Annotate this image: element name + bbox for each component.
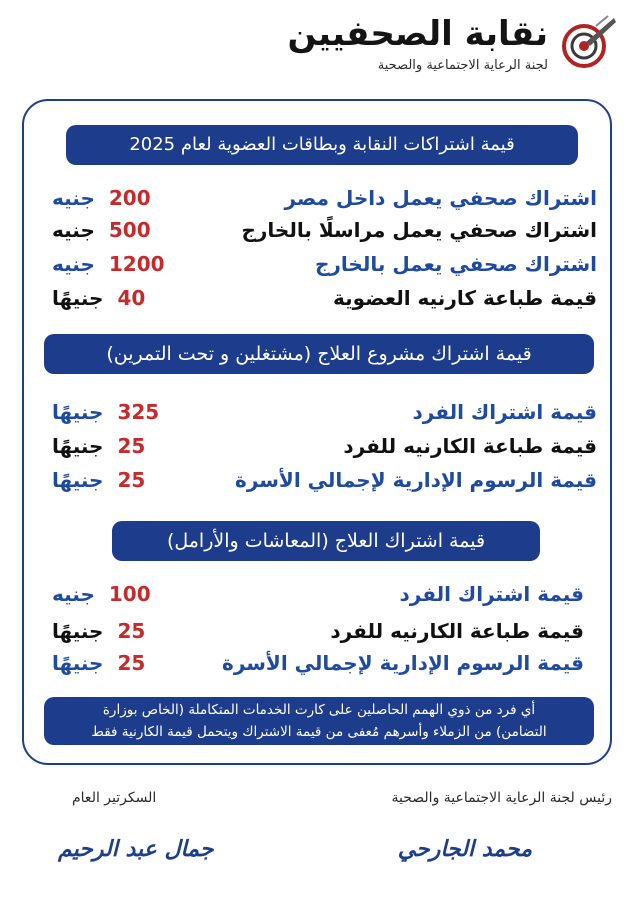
secretary-signature: جمال عبد الرحيم [58, 836, 214, 862]
section3-row [52, 578, 584, 610]
syndicate-logo-icon [556, 12, 620, 76]
row-unit: جنيه [52, 252, 95, 276]
row-label: قيمة طباعة كارنيه العضوية [333, 286, 597, 310]
row-label: قيمة الرسوم الإدارية لإجمالي الأسرة [235, 468, 597, 492]
row-label: قيمة طباعة الكارنيه للفرد [343, 434, 597, 458]
section1-row [52, 182, 597, 214]
section2-row [52, 396, 597, 428]
chairman-signature: محمد الجارحي [397, 836, 532, 862]
row-amount: 25 [117, 651, 146, 675]
row-unit: جنيه [52, 186, 95, 210]
row-label: قيمة اشتراك الفرد [399, 582, 584, 606]
section3-title: قيمة اشتراك العلاج (المعاشات والأرامل) [112, 521, 540, 561]
row-unit: جنيهًا [52, 619, 104, 643]
row-unit: جنيهًا [52, 651, 104, 675]
row-amount: 200 [108, 186, 151, 210]
section2-title: قيمة اشتراك مشروع العلاج (مشتغلين و تحت التمرين) [44, 334, 594, 374]
section2-row [52, 430, 597, 462]
row-label: اشتراك صحفي يعمل داخل مصر [284, 186, 597, 210]
row-label: قيمة الرسوم الإدارية لإجمالي الأسرة [222, 651, 584, 675]
section1-row [52, 282, 597, 314]
committee-name: لجنة الرعاية الاجتماعية والصحية [377, 58, 548, 73]
row-label: اشتراك صحفي يعمل مراسلًا بالخارج [241, 218, 597, 242]
section3-row [52, 615, 584, 647]
row-amount: 500 [108, 218, 151, 242]
row-amount: 1200 [108, 252, 165, 276]
row-unit: جنيهًا [52, 468, 104, 492]
row-amount: 25 [117, 434, 146, 458]
row-amount: 100 [108, 582, 151, 606]
org-name: نقابة الصحفيين [287, 14, 548, 54]
row-unit: جنيهًا [52, 434, 104, 458]
exemption-note [44, 697, 594, 745]
row-unit: جنيه [52, 218, 95, 242]
row-label: قيمة اشتراك الفرد [412, 400, 597, 424]
row-unit: جنيهًا [52, 286, 104, 310]
row-amount: 40 [117, 286, 146, 310]
note-line: التضامن) من الزملاء وأسرهم مُعفى من قيمة الاشتراك ويتحمل قيمة الكارنية فقط [91, 724, 547, 740]
section1-row [52, 248, 597, 280]
row-unit: جنيهًا [52, 400, 104, 424]
row-amount: 25 [117, 619, 146, 643]
section1-title: قيمة اشتراكات النقابة وبطاقات العضوية لعام 2025 [66, 125, 578, 165]
section1-row [52, 214, 597, 246]
section3-row [52, 647, 584, 679]
note-line: أي فرد من ذوي الهمم الحاصلين على كارت الخدمات المتكاملة (الخاص بوزارة [102, 702, 536, 718]
row-amount: 25 [117, 468, 146, 492]
row-unit: جنيه [52, 582, 95, 606]
section2-row [52, 464, 597, 496]
row-label: قيمة طباعة الكارنيه للفرد [330, 619, 584, 643]
chairman-title: رئيس لجنة الرعاية الاجتماعية والصحية [391, 790, 612, 806]
row-amount: 325 [117, 400, 160, 424]
secretary-title: السكرتير العام [72, 790, 157, 806]
row-label: اشتراك صحفي يعمل بالخارج [314, 252, 597, 276]
